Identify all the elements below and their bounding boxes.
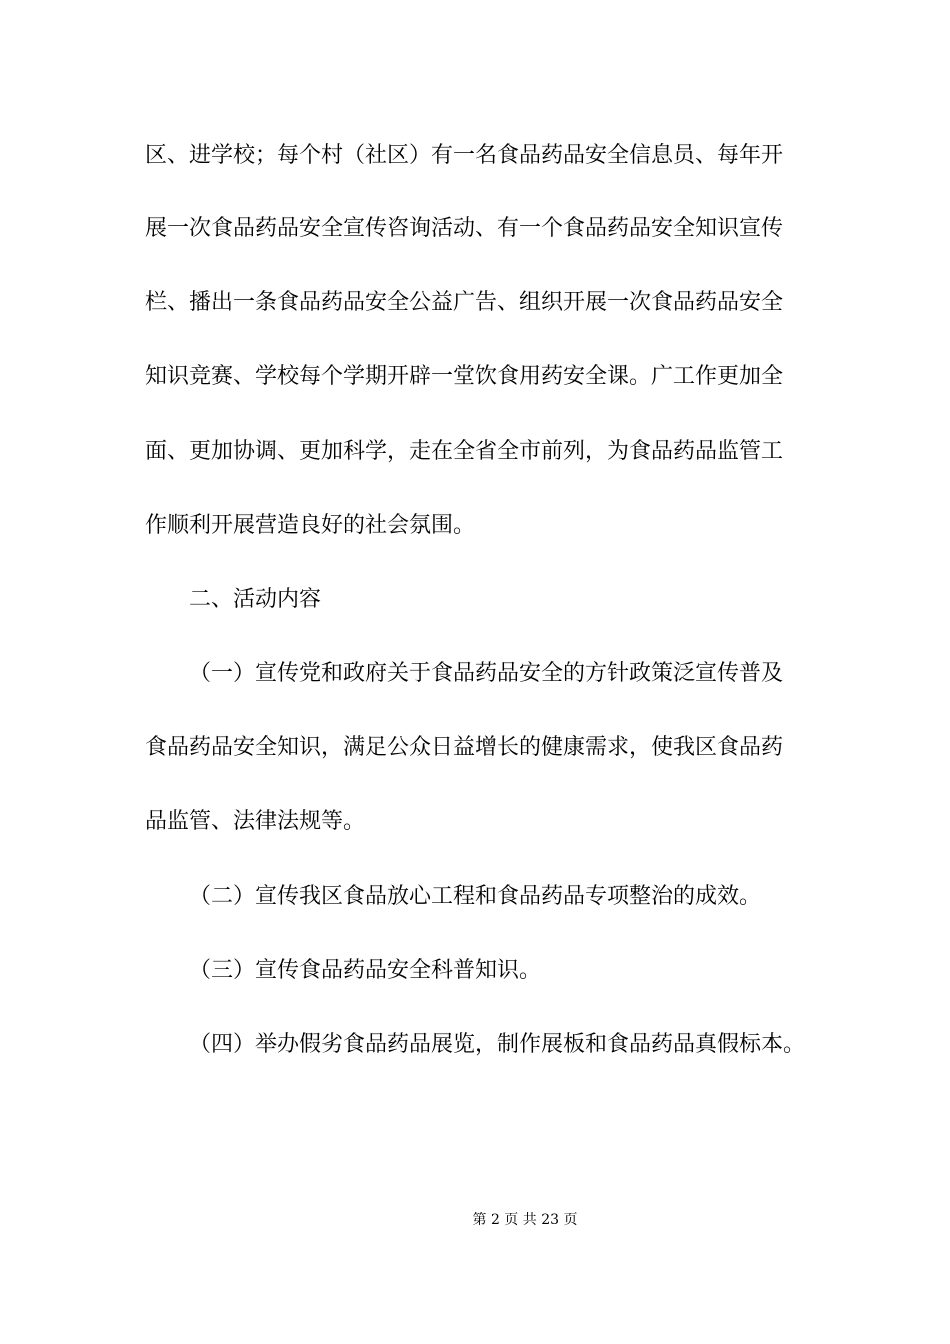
paragraph-line: 作顺利开展营造良好的社会氛围。 — [145, 513, 476, 538]
paragraph-line: （三）宣传食品药品安全科普知识。 — [189, 958, 542, 983]
paragraph-line: 区、进学校；每个村（社区）有一名食品药品安全信息员、每年开 — [145, 143, 784, 168]
paragraph-line: 面、更加协调、更加科学，走在全省全市前列，为食品药品监管工 — [145, 439, 784, 464]
paragraph-line: 栏、播出一条食品药品安全公益广告、组织开展一次食品药品安全 — [145, 290, 784, 315]
section-heading: 二、活动内容 — [189, 587, 322, 612]
paragraph-line: 展一次食品药品安全宣传咨询活动、有一个食品药品安全知识宣传 — [145, 216, 784, 241]
paragraph-line: 品监管、法律法规等。 — [145, 809, 366, 834]
paragraph-line: （四）举办假劣食品药品展览，制作展板和食品药品真假标本。 — [189, 1032, 806, 1057]
page-number-footer: 第 2 页 共 23 页 — [472, 1212, 578, 1228]
paragraph-line: 食品药品安全知识，满足公众日益增长的健康需求，使我区食品药 — [145, 735, 784, 760]
paragraph-line: （一）宣传党和政府关于食品药品安全的方针政策泛宣传普及 — [189, 661, 784, 686]
paragraph-line: （二）宣传我区食品放心工程和食品药品专项整治的成效。 — [189, 884, 762, 909]
paragraph-line: 知识竞赛、学校每个学期开辟一堂饮食用药安全课。广工作更加全 — [145, 364, 784, 389]
